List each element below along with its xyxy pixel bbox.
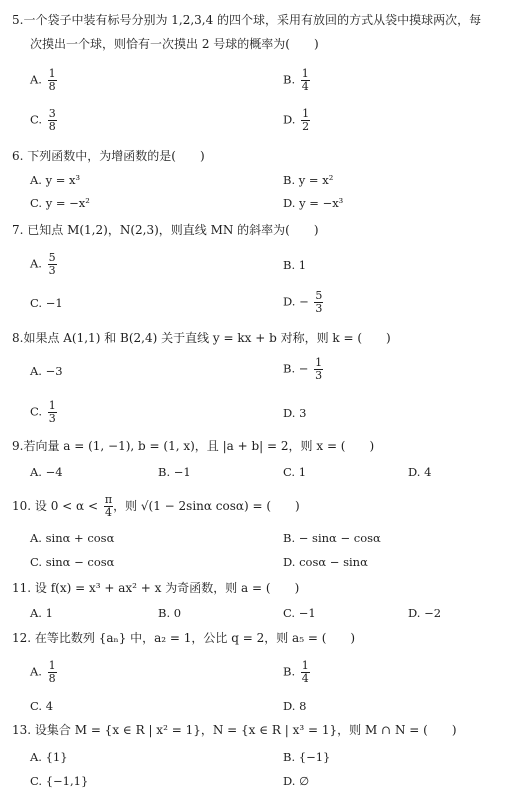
question-6-option-d: D. y = −x³ [283,196,344,210]
question-10-stem: 10. 设 0 < α < $\frac{\pi}{4}$ ，则 √(1 − 2sinα cosα) = ( ) [12,493,300,519]
fraction: $\frac{5}{3}$ [315,289,323,315]
question-11-option-b: B. 0 [158,606,182,620]
question-13-stem: 13. 设集合 M = {x ∈ R | x² = 1}，N = {x ∈ R | x³ = 1}，则 M ∩ N = ( ) [12,723,457,737]
fraction: $\frac{1}{8}$ [48,67,56,93]
question-11-option-a: A. 1 [30,606,53,620]
question-11-stem: 11. 设 f(x) = x³ + ax² + x 为奇函数，则 a = ( ) [12,581,300,595]
question-10-option-a: A. sinα + cosα [30,531,115,545]
question-7-option-d: D. − $\frac{5}{3}$ [283,289,323,315]
question-5-option-b: B. $\frac{1}{4}$ [283,67,309,93]
question-5-option-a: A. $\frac{1}{8}$ [30,67,56,93]
question-12-stem: 12. 在等比数列 {aₙ} 中，a₂ = 1，公比 q = 2，则 a₅ = ( ) [12,631,356,645]
question-7-option-c: C. −1 [30,296,63,310]
question-8-option-d: D. 3 [283,406,307,420]
question-13-option-c: C. {−1,1} [30,774,89,788]
question-9-option-c: C. 1 [283,465,307,479]
fraction: $\frac{1}{3}$ [48,399,56,425]
fraction: $\frac{1}{8}$ [48,659,56,685]
question-12-option-d: D. 8 [283,699,307,713]
fraction: $\frac{1}{4}$ [301,67,309,93]
question-10-option-c: C. sinα − cosα [30,555,115,569]
question-5-line-2: 次摸出一个球，则恰有一次摸出 2 号球的概率为( ) [30,37,319,51]
question-8-option-c: C. $\frac{1}{3}$ [30,399,56,425]
question-13-option-b: B. {−1} [283,750,331,764]
question-10-option-d: D. cosα − sinα [283,555,368,569]
question-12-option-b: B. $\frac{1}{4}$ [283,659,309,685]
question-9-option-d: D. 4 [408,465,432,479]
question-9-stem: 9.若向量 a = (1, −1), b = (1, x)，且 |a + b| = 2，则 x = ( ) [12,439,375,453]
fraction: $\frac{3}{8}$ [48,107,56,133]
question-11-option-c: C. −1 [283,606,316,620]
question-6-stem: 6. 下列函数中，为增函数的是( ) [12,149,205,163]
question-6-option-b: B. y = x² [283,173,334,187]
question-5-option-c: C. $\frac{3}{8}$ [30,107,56,133]
fraction: $\frac{5}{3}$ [48,251,56,277]
question-6-option-a: A. y = x³ [30,173,81,187]
question-8-stem: 8.如果点 A(1,1) 和 B(2,4) 关于直线 y = kx + b 对称，则 k = ( ) [12,331,391,345]
question-9-option-a: A. −4 [30,465,63,479]
fraction: $\frac{1}{3}$ [315,356,323,382]
question-13-option-a: A. {1} [30,750,68,764]
fraction: $\frac{\pi}{4}$ [104,493,113,519]
question-12-option-c: C. 4 [30,699,54,713]
question-10-option-b: B. − sinα − cosα [283,531,381,545]
question-11-option-d: D. −2 [408,606,442,620]
fraction: $\frac{1}{2}$ [302,107,310,133]
question-6-option-c: C. y = −x² [30,196,90,210]
question-5-line-1: 5.一个袋子中装有标号分别为 1,2,3,4 的四个球，采用有放回的方式从袋中摸球两次，每 [12,13,482,27]
question-5-stem [12,12,517,52]
question-7-option-a: A. $\frac{5}{3}$ [30,251,56,277]
fraction: $\frac{1}{4}$ [301,659,309,685]
question-8-option-b: B. − $\frac{1}{3}$ [283,356,323,382]
question-7-option-b: B. 1 [283,258,307,272]
question-9-option-b: B. −1 [158,465,191,479]
question-12-option-a: A. $\frac{1}{8}$ [30,659,56,685]
question-7-stem: 7. 已知点 M(1,2)，N(2,3)，则直线 MN 的斜率为( ) [12,223,319,237]
question-5-option-d: D. $\frac{1}{2}$ [283,107,310,133]
question-13-option-d: D. ∅ [283,774,310,788]
question-8-option-a: A. −3 [30,364,63,378]
